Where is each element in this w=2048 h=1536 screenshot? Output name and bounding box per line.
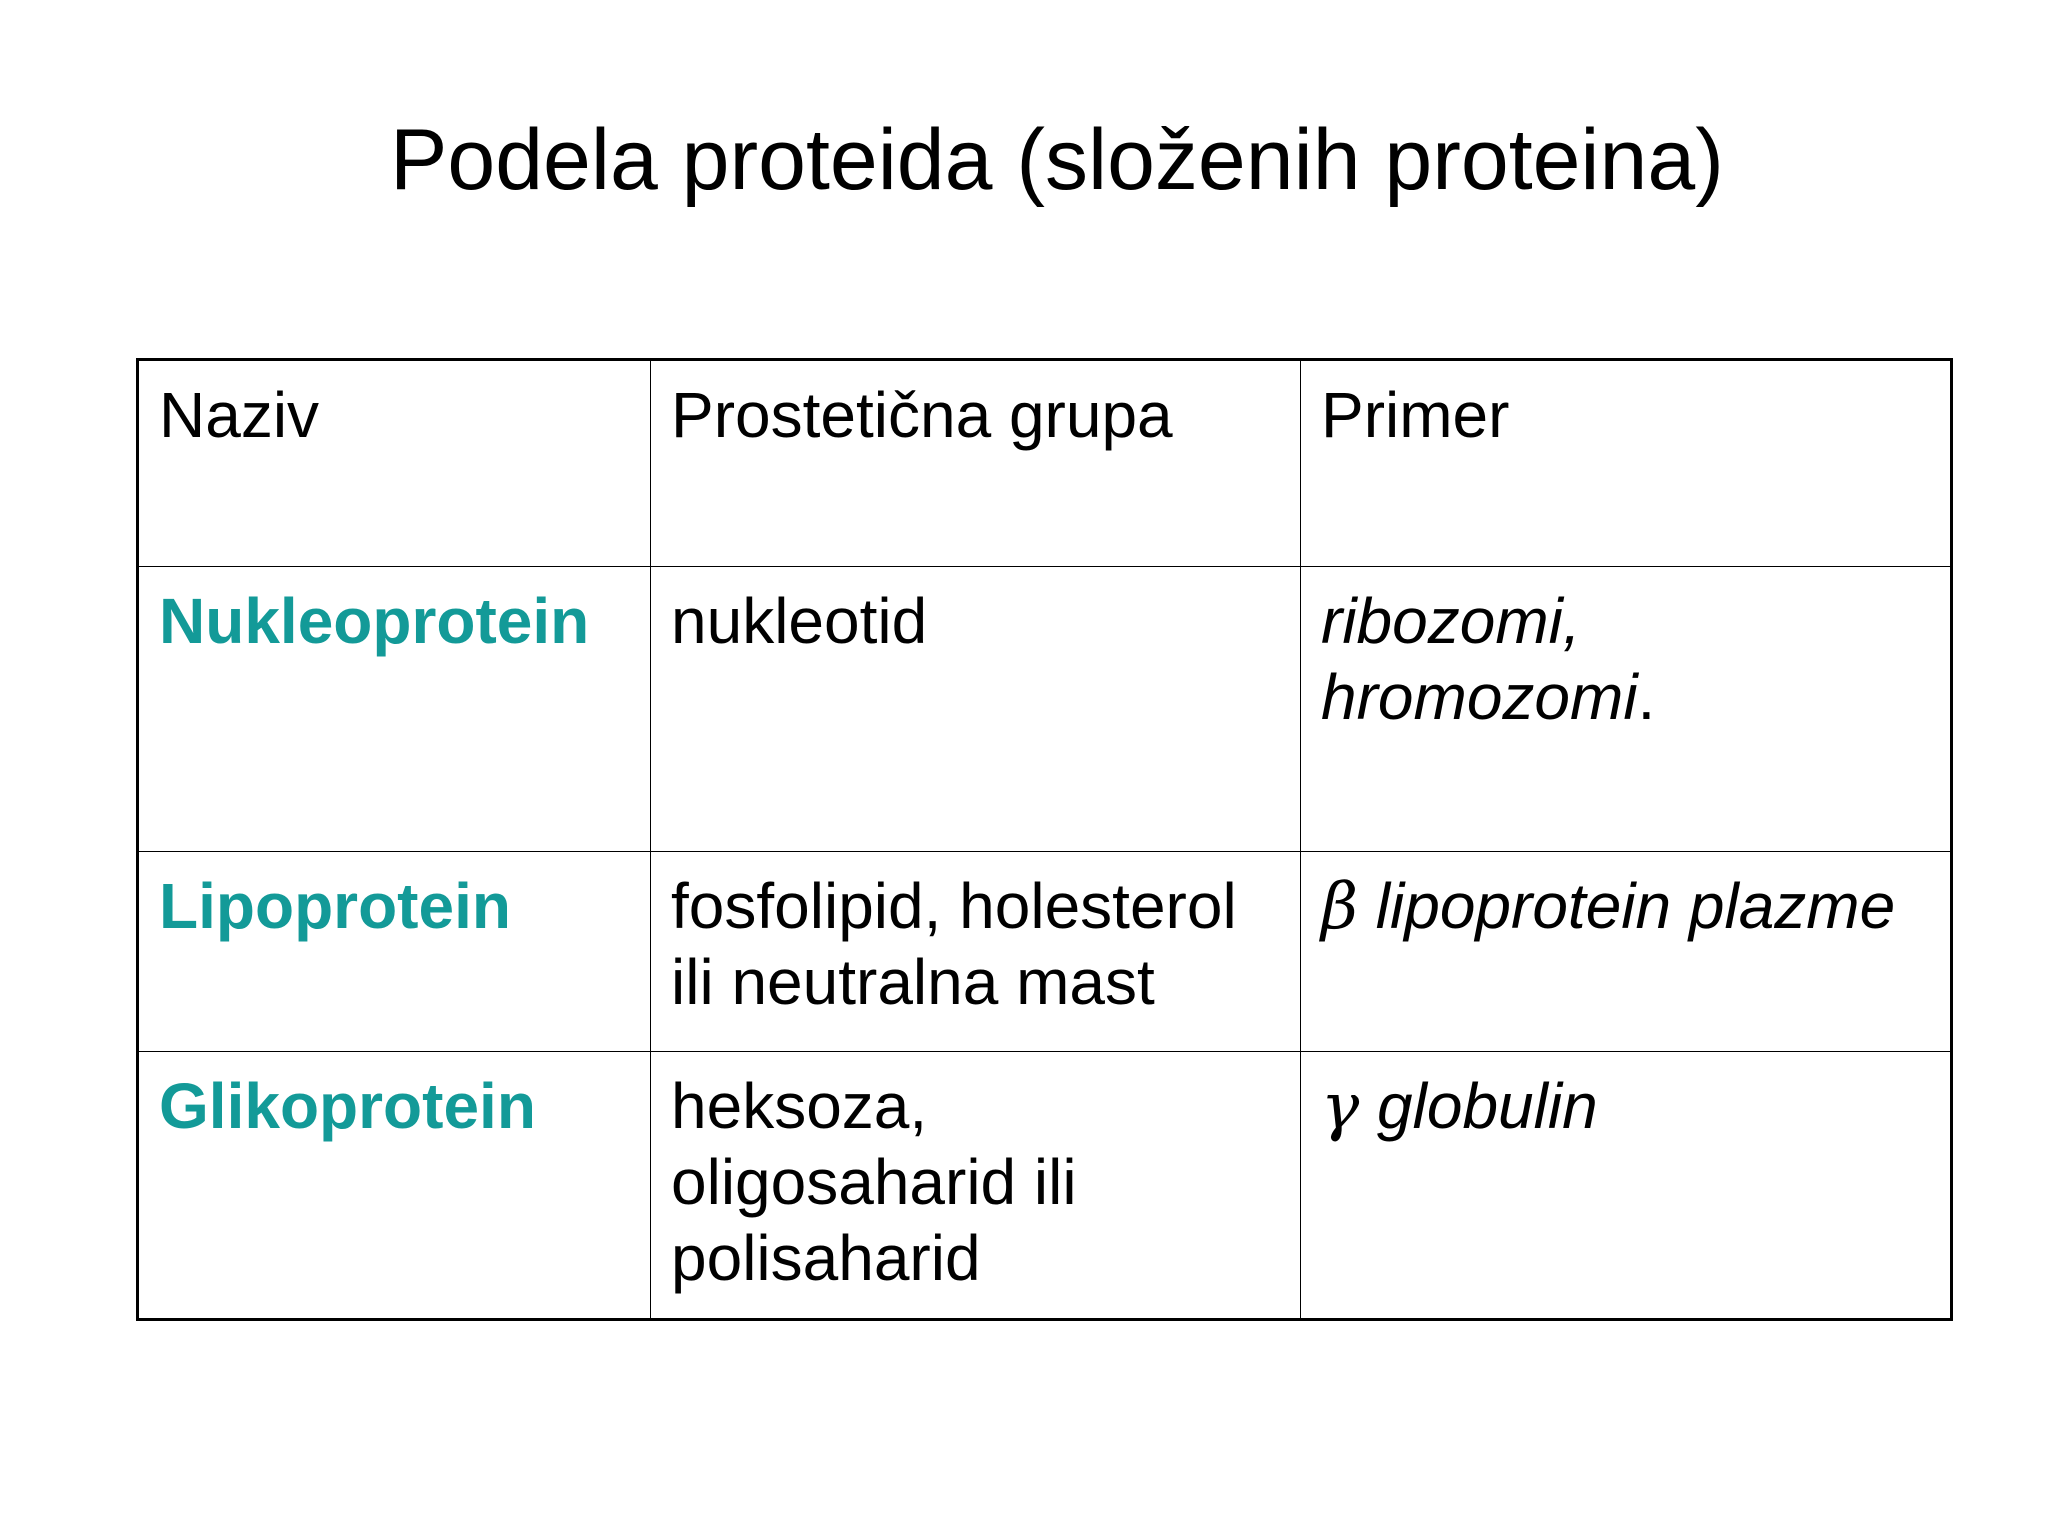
example-text: globulin: [1359, 1070, 1598, 1142]
protein-name: Glikoprotein: [138, 1052, 651, 1320]
example-cell: [1301, 1052, 1952, 1320]
example-cell: [1301, 567, 1952, 852]
header-naziv: Naziv: [138, 360, 651, 567]
example-cell: [1301, 852, 1952, 1052]
prostetic-group: heksoza, oligosaharid ili polisaharid: [651, 1052, 1301, 1320]
example-line1: ribozomi,: [1321, 585, 1581, 657]
table-row: [138, 1052, 1952, 1320]
protein-name: Nukleoprotein: [138, 567, 651, 852]
greek-gamma-symbol: γ: [1321, 1070, 1360, 1144]
slide-title: Podela proteida (složenih proteina): [390, 112, 1724, 208]
table-row: [138, 852, 1952, 1052]
example-period: .: [1637, 661, 1656, 733]
header-prostetic-group: Prostetična grupa: [651, 360, 1301, 567]
prostetic-group: nukleotid: [651, 567, 1301, 852]
table-row: [138, 567, 1952, 852]
prostetic-group: fosfolipid, holesterol ili neutralna mast: [651, 852, 1301, 1052]
table-header-row: [138, 360, 1952, 567]
greek-beta-symbol: β: [1321, 870, 1358, 944]
example-text: lipoprotein plazme: [1358, 870, 1896, 942]
protein-name: Lipoprotein: [138, 852, 651, 1052]
header-primer: Primer: [1301, 360, 1952, 567]
example-line2: hromozomi: [1321, 661, 1638, 733]
protein-classification-table: [136, 358, 1953, 1321]
